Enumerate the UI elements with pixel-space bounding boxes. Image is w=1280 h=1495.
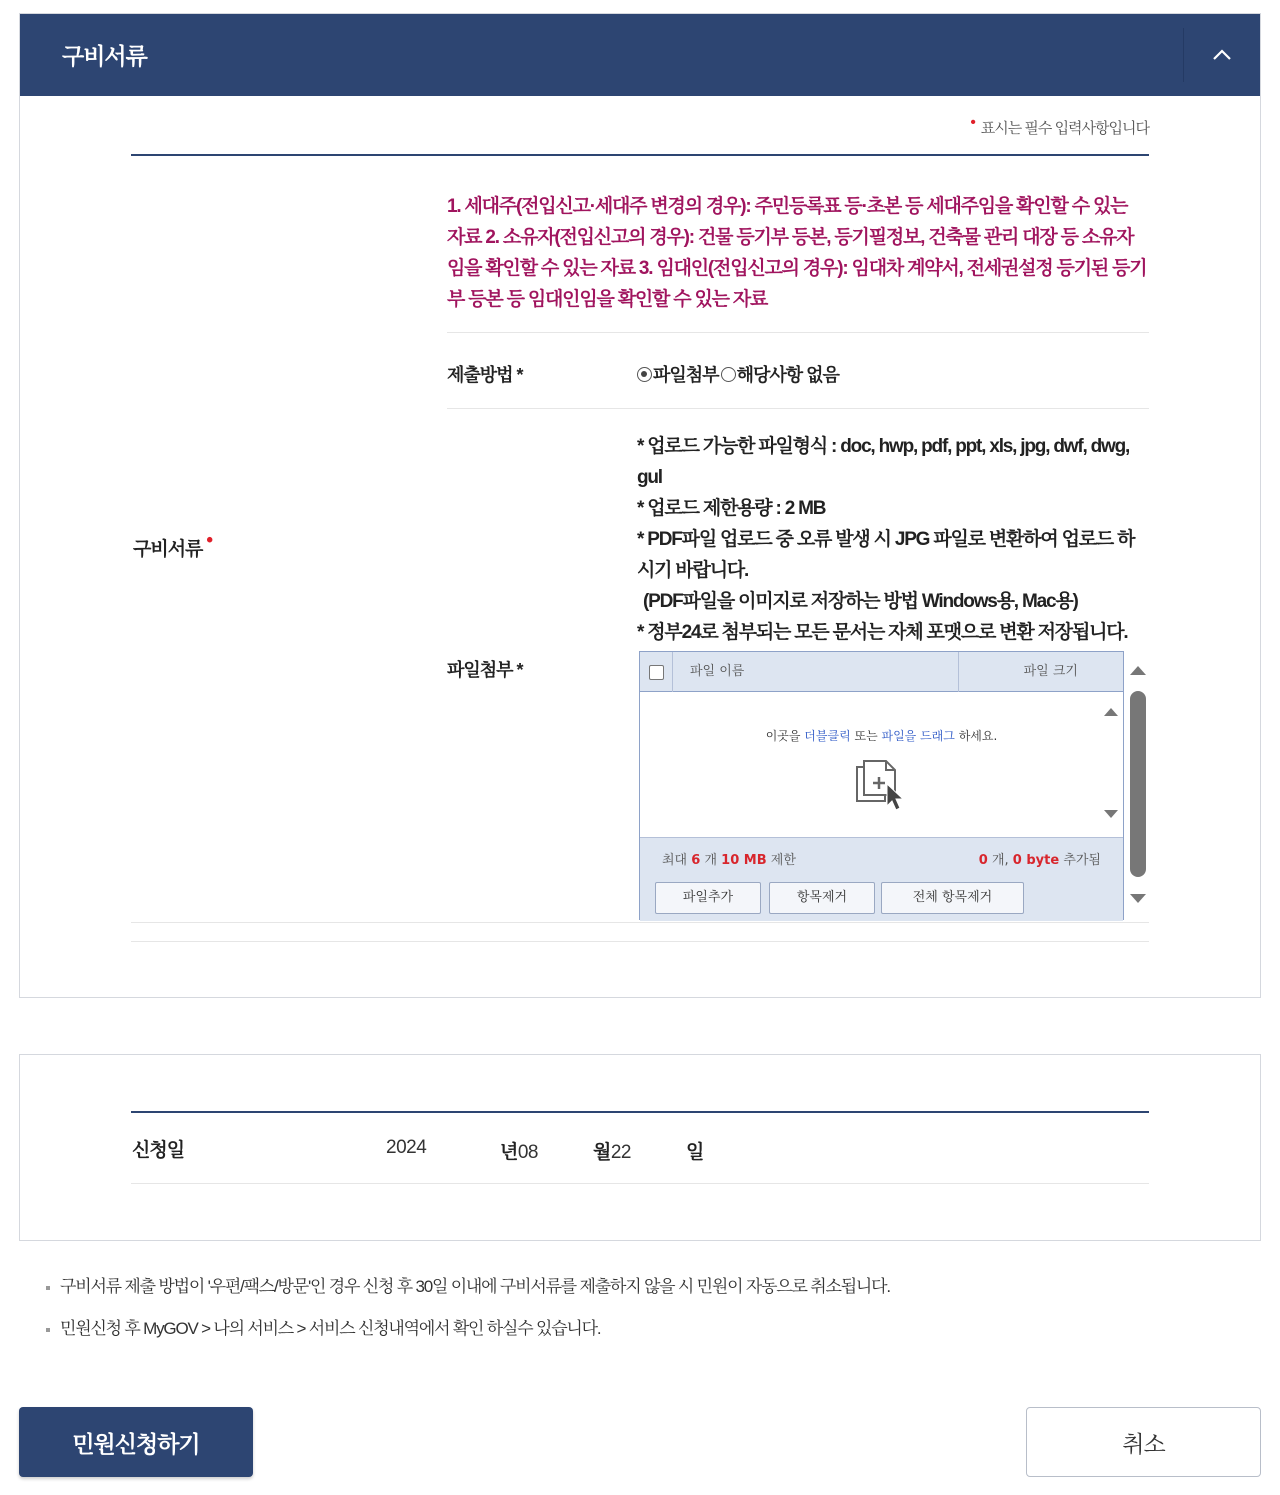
required-dot-icon: •	[206, 530, 213, 551]
add-file-button[interactable]: 파일추가	[655, 882, 761, 914]
limit-suffix: 제한	[770, 853, 796, 868]
added-suffix: 추가됨	[1063, 853, 1101, 868]
scroll-thumb[interactable]	[1130, 691, 1146, 877]
added-bytes: 0 byte	[1012, 853, 1060, 868]
inner-scroll-down-icon[interactable]	[1104, 810, 1118, 818]
added-summary	[979, 849, 1101, 868]
file-add-icon	[855, 759, 909, 817]
upload-info-pdf-howto-link[interactable]: (PDF파일을 이미지로 저장하는 방법 Windows용, Mac용)	[643, 591, 1078, 612]
uploader-header	[640, 652, 1123, 692]
select-all-checkbox[interactable]	[649, 665, 664, 680]
inner-scroll-up-icon[interactable]	[1104, 708, 1118, 716]
added-count: 0	[978, 853, 988, 868]
drop-text: 하세요.	[954, 729, 998, 743]
upload-info-formats: * 업로드 가능한 파일형식 : doc, hwp, pdf, ppt, xls, jpg, dwf, dwg, gul	[637, 436, 1130, 488]
divider	[447, 332, 1149, 333]
scroll-up-icon[interactable]	[1130, 666, 1146, 675]
uploader-status	[640, 837, 1123, 875]
required-dot-icon: •	[970, 114, 975, 131]
file-drop-zone[interactable]	[640, 692, 1123, 837]
drop-instruction	[640, 727, 1123, 744]
uploader-buttons	[640, 875, 1123, 921]
divider	[131, 1183, 1149, 1184]
limit-count-unit: 개	[704, 853, 718, 868]
upload-info-pdf: * PDF파일 업로드 중 오류 발생 시 JPG 파일로 변환하여 업로드 하시기 바랍니다.	[637, 529, 1135, 581]
required-note-text: 표시는 필수 입력사항입니다	[980, 120, 1149, 137]
remove-all-button[interactable]: 전체 항목제거	[881, 882, 1024, 914]
added-count-unit: 개,	[991, 853, 1009, 868]
scrollbar[interactable]	[1127, 651, 1149, 920]
file-uploader	[639, 651, 1124, 920]
upload-info-limit: * 업로드 제한용량 : 2 MB	[637, 498, 826, 519]
limit-size: 10 MB	[721, 853, 767, 868]
section-header	[20, 14, 1260, 96]
documents-section	[19, 13, 1261, 998]
radio-file-attach-label[interactable]: 파일첨부	[653, 365, 719, 385]
divider	[131, 922, 1149, 923]
required-note	[970, 114, 1149, 138]
column-file-size[interactable]: 파일 크기	[1023, 664, 1078, 679]
divider	[131, 941, 1149, 942]
drop-text: 이곳을	[765, 729, 805, 743]
double-click-link[interactable]: 더블클릭	[804, 729, 851, 743]
method-radio-group	[637, 361, 839, 387]
limit-count: 6	[691, 853, 701, 868]
radio-not-applicable[interactable]	[721, 367, 736, 382]
divider	[131, 154, 1149, 156]
section-title: 구비서류	[62, 43, 147, 69]
note-item: 구비서류 제출 방법이 '우편/팩스/방문'인 경우 신청 후 30일 이내에 구비서류를 제출하지 않을 시 민원이 자동으로 취소됩니다.	[46, 1274, 890, 1316]
month-unit	[593, 1137, 631, 1164]
year-value: 2024	[386, 1137, 427, 1158]
day-unit-text: 일	[686, 1142, 704, 1163]
drop-text: 또는	[850, 729, 882, 743]
row-label	[133, 530, 213, 561]
radio-file-attach[interactable]	[637, 367, 652, 382]
day-value: 22	[610, 1142, 631, 1163]
note-item: 민원신청 후 MyGOV > 나의 서비스 > 서비스 신청내역에서 확인 하실수 있습니다.	[46, 1316, 890, 1358]
method-label: 제출방법 *	[447, 365, 523, 385]
day-unit	[686, 1137, 704, 1164]
attach-label: 파일첨부 *	[447, 660, 523, 680]
required-documents-notice: 1. 세대주(전입신고·세대주 변경의 경우): 주민등록표 등·초본 등 세대주임을 확인할 수 있는 자료 2. 소유자(전입신고의 경우): 건물 등기부 등본, 등기필정보, 건축물 관리 대장 등 소유자임을 확인할 수 있는 자료 3. 임대인(전입신고의 경우): 임대차 계약서, 전세권설정 등기된 등기부 등본 등 임대인임을 확인할 수 있는 자료	[447, 196, 1147, 310]
chevron-up-icon	[1212, 49, 1232, 61]
month-value: 08	[517, 1142, 538, 1163]
drag-file-link[interactable]: 파일을 드래그	[881, 729, 955, 743]
upload-info-conversion: * 정부24로 첨부되는 모든 문서는 자체 포맷으로 변환 저장됩니다.	[637, 622, 1128, 643]
divider	[447, 408, 1149, 409]
radio-not-applicable-label[interactable]: 해당사항 없음	[736, 365, 839, 385]
cancel-button[interactable]: 취소	[1026, 1407, 1261, 1477]
scroll-down-icon[interactable]	[1130, 894, 1146, 903]
application-date-label: 신청일	[132, 1140, 185, 1161]
collapse-toggle-button[interactable]	[1183, 28, 1260, 82]
column-file-name[interactable]: 파일 이름	[672, 652, 959, 692]
upload-limit	[662, 849, 796, 868]
divider	[131, 1111, 1149, 1113]
remove-item-button[interactable]: 항목제거	[769, 882, 875, 914]
upload-info	[637, 431, 1151, 648]
year-unit-text: 년	[500, 1142, 518, 1163]
application-date-section	[19, 1054, 1261, 1241]
submit-application-button[interactable]: 민원신청하기	[19, 1407, 253, 1477]
month-unit-text: 월	[593, 1142, 611, 1163]
limit-prefix: 최대	[662, 853, 688, 868]
year-unit	[500, 1137, 538, 1164]
row-label-text: 구비서류	[133, 539, 203, 560]
notes-list	[46, 1274, 890, 1358]
